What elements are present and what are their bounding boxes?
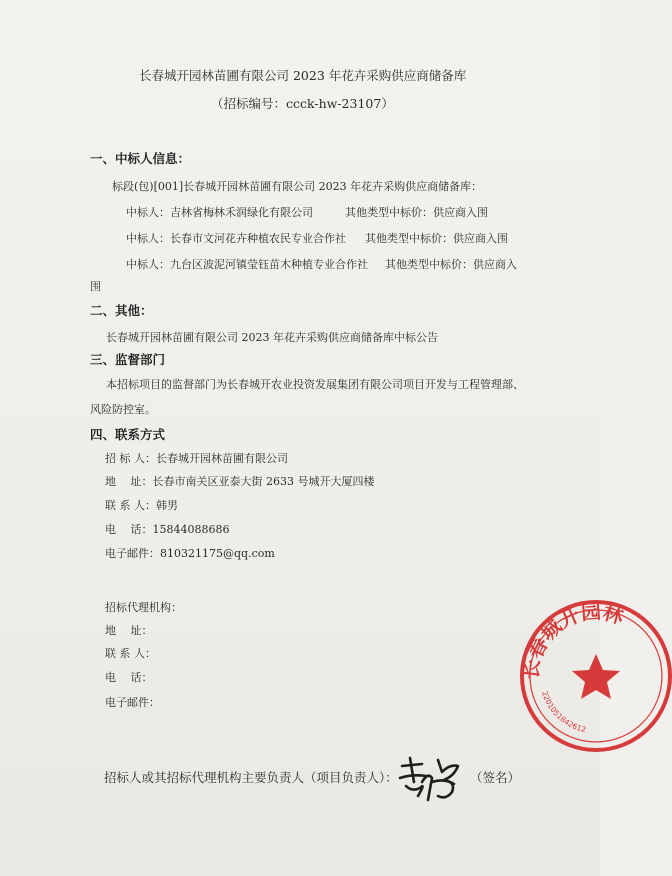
section-heading-other: 二、其他：: [90, 303, 153, 318]
seal-number: 2201051842612: [540, 689, 587, 735]
tender-number: （招标编号：ccck-hw-23107）: [211, 96, 394, 111]
winner-price-wrap: 围: [90, 280, 101, 293]
supervision-text-cont: 风险防控室。: [90, 403, 156, 416]
agency-address: 地 址：: [105, 624, 153, 637]
svg-text:2201051842612: [540, 690, 587, 734]
agency-email: 电子邮件：: [105, 696, 160, 709]
svg-text:长春城开园林: [518, 599, 627, 680]
agency-contact: 联 系 人：: [105, 647, 156, 660]
section-heading-contact: 四、联系方式: [90, 427, 166, 442]
agency-phone: 电 话：: [105, 671, 153, 684]
seal-text: 长春城开园林: [518, 599, 627, 681]
contact-phone: 电 话：15844088686: [105, 523, 230, 536]
contact-email: 电子邮件：810321175@qq.com: [105, 547, 275, 560]
winner-name: 中标人：九台区波泥河镇莹钰苗木种植专业合作社: [126, 258, 368, 271]
winner-price: 其他类型中标价：供应商入围: [365, 232, 508, 245]
section-heading-supervision: 三、监督部门: [90, 352, 166, 367]
winner-name: 中标人：长春市文河花卉种植农民专业合作社: [126, 232, 346, 245]
signature-line: 招标人或其招标代理机构主要负责人（项目负责人）：: [104, 770, 398, 785]
agency-title: 招标代理机构：: [105, 601, 182, 614]
seal-star-icon: [572, 654, 620, 699]
winner-price: 其他类型中标价：供应商入围: [345, 206, 488, 219]
contact-person: 联 系 人：韩男: [105, 499, 178, 512]
company-seal: [512, 592, 672, 752]
other-text: 长春城开园林苗圃有限公司 2023 年花卉采购供应商储备库中标公告: [106, 331, 438, 344]
winner-price: 其他类型中标价：供应商入: [385, 258, 517, 271]
lot-description: 标段(包)[001]长春城开园林苗圃有限公司 2023 年花卉采购供应商储备库：: [112, 180, 483, 193]
section-heading-winners: 一、中标人信息：: [90, 151, 191, 166]
contact-address: 地 址：长春市南关区亚泰大街 2633 号城开大厦四楼: [105, 475, 375, 488]
supervision-text: 本招标项目的监督部门为长春城开农业投资发展集团有限公司项目开发与工程管理部、: [106, 378, 524, 391]
sign-note: （签名）: [470, 770, 521, 785]
handwritten-signature: [392, 752, 472, 804]
contact-tenderer: 招 标 人：长春城开园林苗圃有限公司: [105, 452, 288, 465]
doc-title: 长春城开园林苗圃有限公司 2023 年花卉采购供应商储备库: [139, 68, 467, 83]
winner-name: 中标人：吉林省梅林禾润绿化有限公司: [126, 206, 313, 219]
